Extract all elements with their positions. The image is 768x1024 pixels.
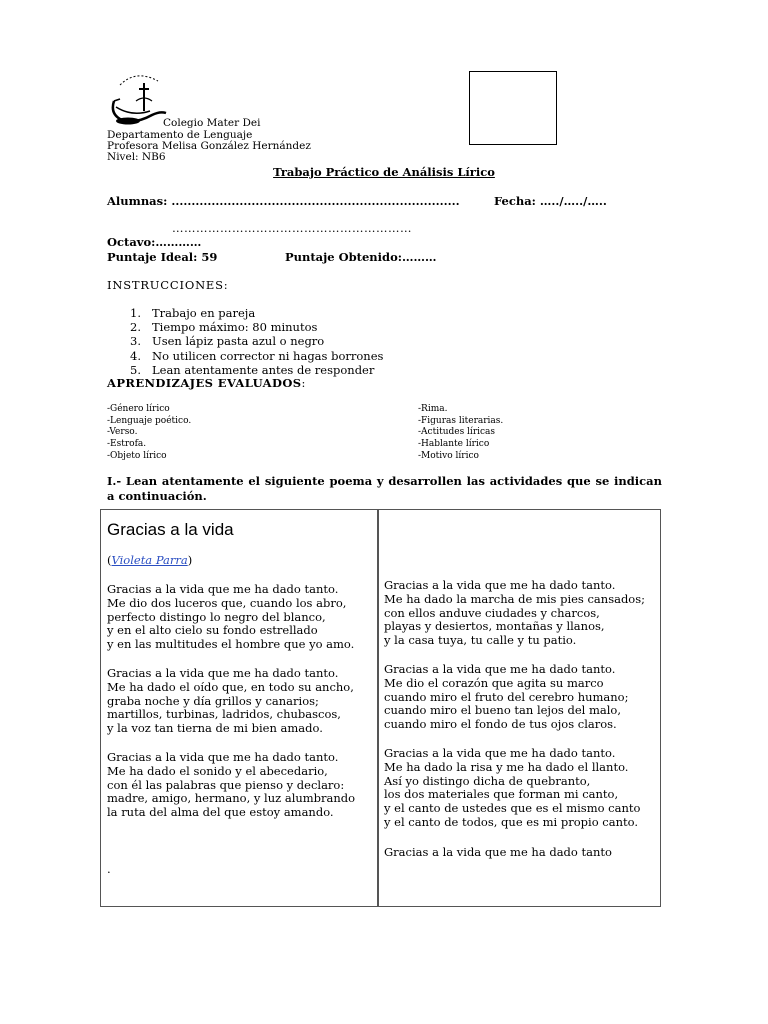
aprendizajes-right-list: [418, 404, 503, 463]
aprendizaje-item: -Figuras literarias.: [418, 415, 504, 426]
poem-stanza: Gracias a la vida que me ha dado tanto: [384, 845, 612, 859]
alumnas-field[interactable]: Alumnas: ........................................................................: [107, 194, 460, 208]
puntaje-ideal: Puntaje Ideal: 59: [107, 250, 218, 264]
aprendizaje-item: -Género lírico: [107, 404, 170, 414]
octavo-field[interactable]: Octavo:…………: [107, 235, 202, 249]
instruction-item: 2. Tiempo máximo: 80 minutos: [130, 320, 318, 335]
aprendizaje-item: -Motivo lírico: [418, 450, 479, 461]
author-link[interactable]: Violeta Parra: [111, 553, 188, 567]
poem-stanza: Gracias a la vida que me ha dado tanto. Me dio dos luceros que, cuando los abro, perfecto distingo lo negro del blanco, y en el alto cielo su fondo estrellado y en las multitudes el hombre que yo amo.: [107, 582, 355, 652]
poem-stanza: Gracias a la vida que me ha dado tanto. Me ha dado el sonido y el abecedario, con él las palabras que pienso y declaro: madre, amigo, hermano, y luz alumbrando la ruta del alma del que estoy amando.: [107, 750, 356, 820]
aprendizaje-item: -Hablante lírico: [418, 439, 490, 450]
aprendizaje-item: -Verso.: [107, 427, 138, 438]
photo-box: [469, 71, 557, 145]
poem-stanza: Gracias a la vida que me ha dado tanto. Me ha dado el oído que, en todo su ancho, graba noche y día grillos y canarios; martillos, turbinas, ladridos, chubascos, y la voz tan tierna de mi bien amado.: [107, 666, 354, 736]
instructions-title: INSTRUCCIONES:: [107, 278, 229, 292]
puntaje-obtenido-field[interactable]: Puntaje Obtenido:………: [285, 250, 437, 264]
poem-author: (Violeta Parra): [107, 553, 193, 567]
poem-table-divider: [377, 509, 379, 907]
school-name: Colegio Mater Dei: [163, 117, 261, 129]
aprendizaje-item: -Rima.: [418, 404, 448, 414]
aprendizajes-title: APRENDIZAJES EVALUADOS:: [107, 376, 306, 390]
school-logo: [106, 71, 170, 133]
poem-left-footer: .: [107, 862, 111, 876]
department: Departamento de Lenguaje: [107, 129, 253, 141]
section-instructions: I.- Lean atentamente el siguiente poema y desarrollen las actividades que se indican a continuación.: [107, 474, 662, 503]
aprendizaje-item: -Actitudes líricas: [418, 427, 496, 438]
aprendizaje-item: -Objeto lírico: [107, 450, 167, 461]
poem-stanza: Gracias a la vida que me ha dado tanto. Me ha dado la marcha de mis pies cansados; con ellos anduve ciudades y charcos, playas y desiertos, montañas y llanos, y la casa tuya, tu calle y tu patio.: [384, 578, 646, 648]
aprendizajes-left-list: [107, 404, 191, 463]
poem-stanza: Gracias a la vida que me ha dado tanto. Me dio el corazón que agita su marco cuando miro el fruto del cerebro humano; cuando miro el bueno tan lejos del malo, cuando miro el fondo de tus ojos claros.: [384, 662, 629, 732]
fecha-field[interactable]: Fecha: …../…../…..: [494, 194, 607, 208]
level: Nivel: NB6: [107, 151, 166, 163]
document-title: Trabajo Práctico de Análisis Lírico: [273, 165, 495, 179]
aprendizaje-item: -Lenguaje poético.: [107, 415, 192, 426]
teacher-name: Profesora Melisa González Hernández: [107, 140, 311, 152]
instruction-item: 3. Usen lápiz pasta azul o negro: [130, 334, 325, 349]
instruction-item: 4. No utilicen corrector ni hagas borrones: [130, 348, 384, 363]
alumnas-continuation-line[interactable]: ……………………………………………………: [172, 221, 412, 235]
instruction-item: 5. Lean atentamente antes de responder: [130, 362, 375, 377]
poem-title: Gracias a la vida: [107, 520, 234, 539]
poem-stanza: Gracias a la vida que me ha dado tanto. Me ha dado la risa y me ha dado el llanto. Así yo distingo dicha de quebranto, los dos materiales que forman mi canto, y el canto de ustedes que es el mismo canto y el canto de todos, que es mi propio canto.: [384, 746, 641, 829]
instructions-list: [130, 306, 383, 377]
aprendizaje-item: -Estrofa.: [107, 439, 147, 450]
instruction-item: 1. Trabajo en pareja: [130, 306, 256, 320]
